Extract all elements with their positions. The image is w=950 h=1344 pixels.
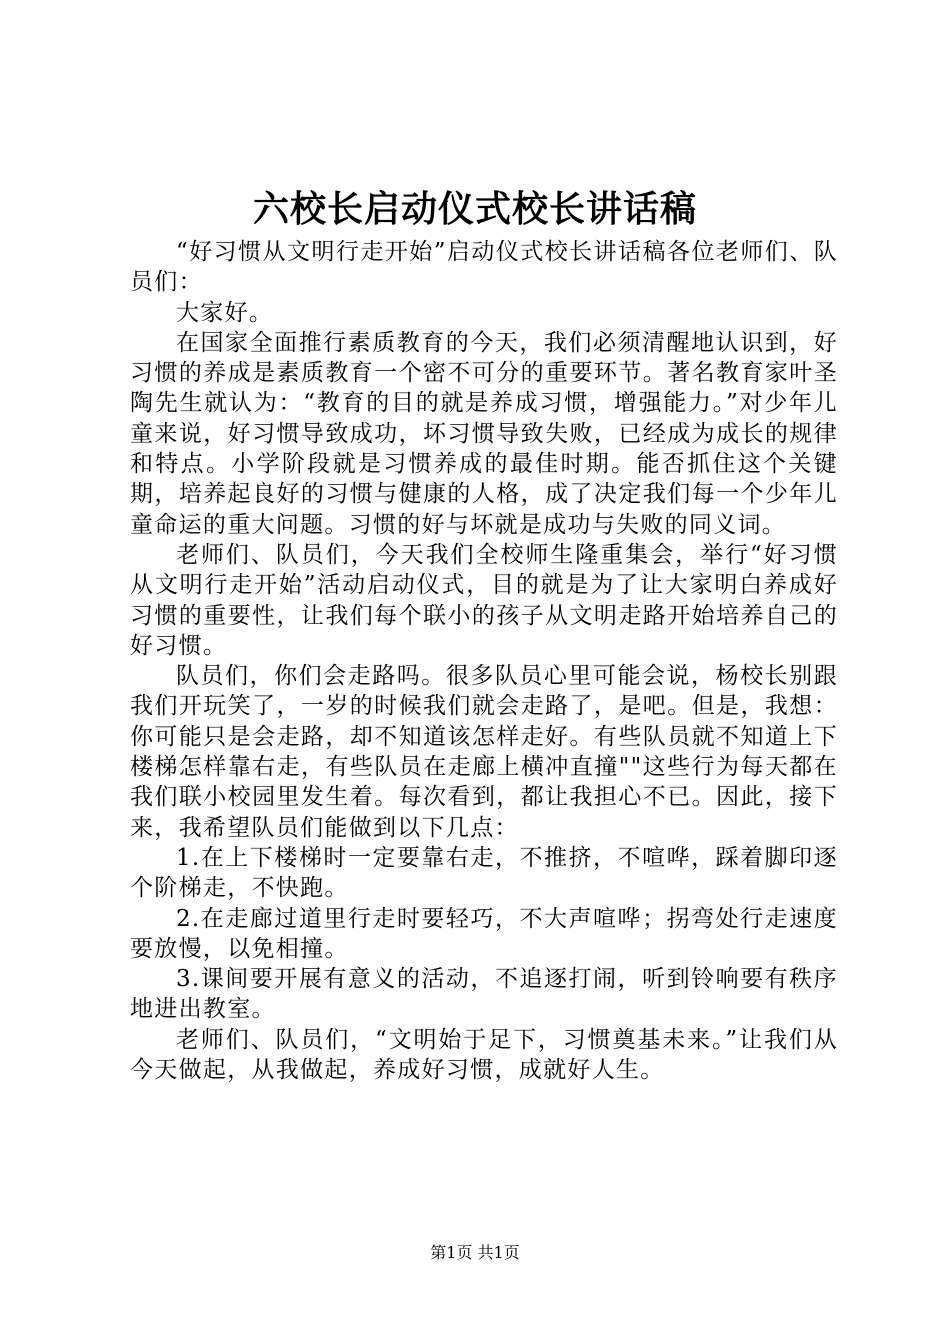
document-body — [130, 237, 838, 1085]
paragraph-point-1: 1.在上下楼梯时一定要靠右走，不推挤，不喧哗，踩着脚印逐个阶梯走，不快跑。 — [130, 844, 838, 902]
paragraph-purpose: 老师们、队员们，今天我们全校师生隆重集会，举行“好习惯从文明行走开始”活动启动仪式，目的就是为了让大家明白养成好习惯的重要性，让我们每个联小的孩子从文明走路开始培养自己的好习惯。 — [130, 541, 838, 659]
paragraph-walking: 队员们，你们会走路吗。很多队员心里可能会说，杨校长别跟我们开玩笑了，一岁的时候我们就会走路了，是吧。但是，我想：你可能只是会走路，却不知道该怎样走好。有些队员就不知道上下楼梯怎样靠右走，有些队员在走廊上横冲直撞""这些行为每天都在我们联小校园里发生着。每次看到，都让我担心不已。因此，接下来，我希望队员们能做到以下几点： — [130, 663, 838, 841]
paragraph-point-2: 2.在走廊过道里行走时要轻巧，不大声喧哗；拐弯处行走速度要放慢，以免相撞。 — [130, 905, 838, 962]
paragraph-opening: “好习惯从文明行走开始”启动仪式校长讲话稿各位老师们、队员们： — [130, 239, 838, 296]
page-number-footer: 第1页 共1页 — [430, 1243, 520, 1262]
paragraph-background: 在国家全面推行素质教育的今天，我们必须清醒地认识到，好习惯的养成是素质教育一个密不可分的重要环节。著名教育家叶圣陶先生就认为：“教育的目的就是养成习惯，增强能力。”对少年儿童来说，好习惯导致成功，坏习惯导致失败，已经成为成长的规律和特点。小学阶段就是习惯养成的最佳时期。能否抓住这个关键期，培养起良好的习惯与健康的人格，成了决定我们每一个少年儿童命运的重大问题。习惯的好与坏就是成功与失败的同义词。 — [130, 329, 838, 538]
paragraph-point-3: 3.课间要开展有意义的活动，不追逐打闹，听到铃响要有秩序地进出教室。 — [130, 966, 838, 1023]
paragraph-closing: 老师们、队员们，“文明始于足下，习惯奠基未来。”让我们从今天做起，从我做起，养成好习惯，成就好人生。 — [130, 1026, 838, 1084]
paragraph-greeting: 大家好。 — [176, 299, 274, 326]
document-title: 六校长启动仪式校长讲话稿 — [252, 188, 697, 230]
